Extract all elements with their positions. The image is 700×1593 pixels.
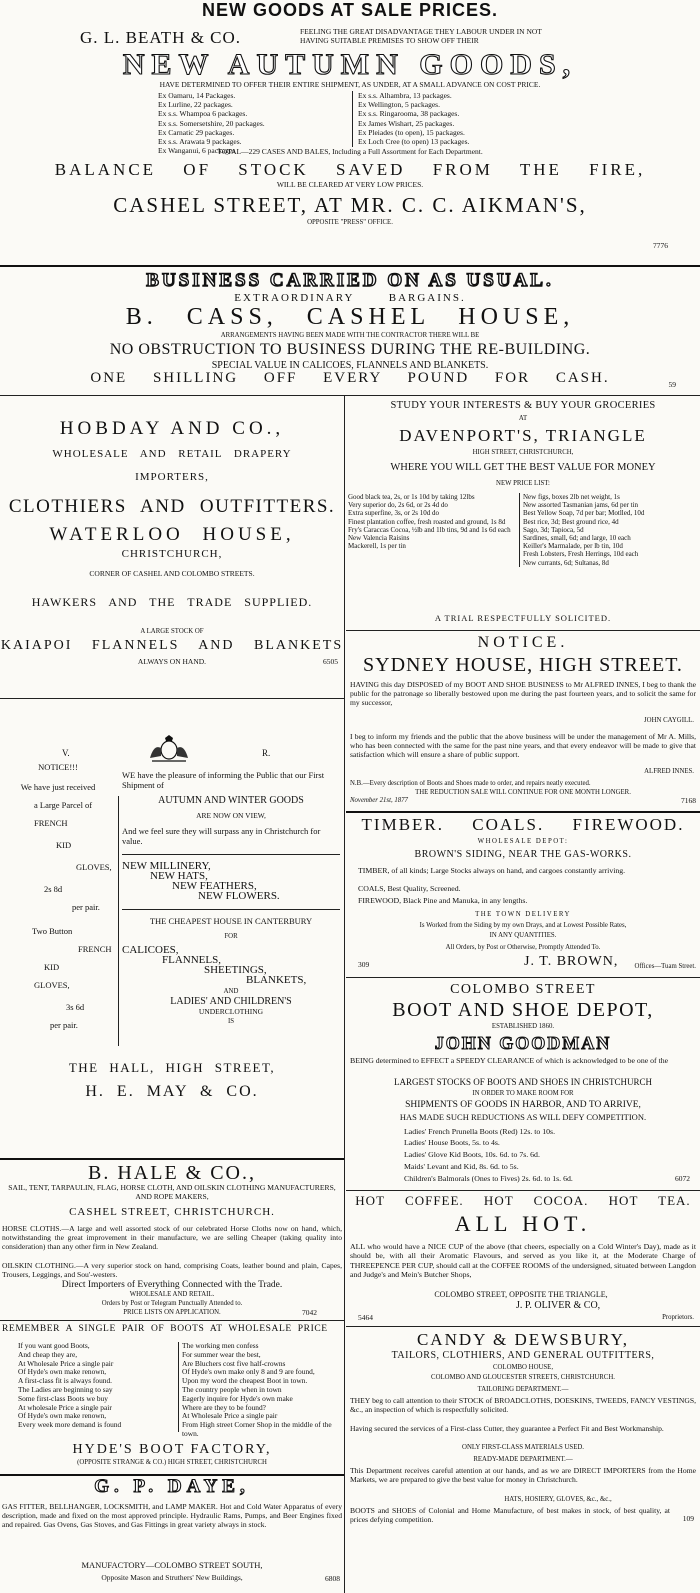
- beath-headline: NEW GOODS AT SALE PRICES.: [201, 0, 499, 20]
- goodman-items-continued: [346, 1137, 700, 1189]
- may-feathers: NEW FEATHERS,: [172, 880, 257, 892]
- hale-sub: SAIL, TENT, TARPAULIN, FLAG, HORSE CLOTH, AND OILSKIN CLOTHING MANUFACTURERS, AND ROPE MAKERS,: [8, 1183, 336, 1201]
- goodman-title: BOOT AND SHOE DEPOT,: [392, 999, 654, 1021]
- beath-cleared: WILL BE CLEARED AT VERY LOW PRICES.: [276, 180, 424, 189]
- candy-p1: THEY beg to call attention to their STOCK of BROADCLOTHS, DOESKINS, TWEEDS, FANCY VESTINGS, &c., an inspection of which is respectfully solicited.: [350, 1396, 696, 1414]
- oliver-head: HOT COFFEE. HOT COCOA. HOT TEA.: [355, 1193, 691, 1208]
- hale-p2: OILSKIN CLOTHING.—A very superior stock on hand, comprising Coats, leather bound and plain, Capes, Trousers, Leggings, and Sou'-westers.: [2, 1261, 342, 1279]
- sidebar-line: a Large Parcel of: [34, 800, 93, 810]
- candy-address: COLOMBO AND GLOUCESTER STREETS, CHRISTCHURCH.: [431, 1374, 615, 1381]
- beath-list-divider: [352, 91, 353, 147]
- verse-line: At wholesale Price a single pair: [18, 1402, 112, 1412]
- may-is: IS: [227, 1018, 235, 1025]
- davenport-where: WHERE YOU WILL GET THE BEST VALUE FOR MONEY: [390, 462, 656, 473]
- candy-ready: READY-MADE DEPARTMENT.—: [473, 1456, 573, 1463]
- candy-title: CANDY & DEWSBURY,: [416, 1330, 630, 1349]
- candy-p2: Having secured the services of a First-class Cutter, they guarantee a Perfect Fit and Best Workmanship.: [350, 1424, 664, 1433]
- davenport-address: HIGH STREET, CHRISTCHURCH,: [472, 449, 574, 456]
- price-item: Keiller's Marmalade, per lb tin, 10d: [523, 542, 623, 551]
- divider: [0, 698, 344, 699]
- oliver-number: 5464: [358, 1313, 373, 1322]
- price-item: New figs, boxes 2lb net weight, 1s: [523, 493, 620, 501]
- may-ladies: LADIES' AND CHILDREN'S: [170, 996, 292, 1007]
- hale-advert: [0, 1160, 344, 1310]
- hale-price: PRICE LISTS ON APPLICATION.: [123, 1309, 221, 1316]
- may-intro: WE have the pleasure of informing the Public that our First Shipment of: [122, 770, 325, 790]
- may-underclothing: UNDERCLOTHING: [198, 1007, 264, 1016]
- hobday-title: HOBDAY AND CO.,: [59, 418, 285, 439]
- beath-title: NEW AUTUMN GOODS,: [122, 48, 578, 81]
- may-view: ARE NOW ON VIEW,: [196, 811, 266, 820]
- may-flowers: NEW FLOWERS.: [198, 890, 280, 902]
- may-blankets: BLANKETS,: [246, 974, 307, 986]
- oliver-proprietors: Proprietors.: [662, 1314, 694, 1321]
- beath-company: G. L. BEATH & CO.: [80, 28, 242, 47]
- oliver-address: COLOMBO STREET, OPPOSITE THE TRIANGLE,: [434, 1290, 608, 1299]
- sydney-p1: HAVING this day DISPOSED of my BOOT AND SHOE BUSINESS to Mr ALFRED INNES, I beg to thank the public for the patronage so liberally bestowed upon me during the past fourteen years, and to solicit the same for my successor,: [350, 680, 696, 707]
- sydney-nb: N.B.—Every description of Boots and Shoes made to order, and repairs neatly executed.: [350, 780, 591, 787]
- cass-arrangements: ARRANGEMENTS HAVING BEEN MADE WITH THE CONTRACTOR THERE WILL BE: [220, 332, 480, 339]
- verse-line: Where are they to be found?: [182, 1402, 266, 1412]
- sydney-notice: NOTICE.: [477, 634, 569, 651]
- may-notice: NOTICE!!!: [38, 762, 78, 772]
- may-sheetings: SHEETINGS,: [204, 964, 267, 976]
- goodman-items-list: [404, 1137, 694, 1185]
- cass-number: 59: [668, 380, 676, 389]
- list-item: Ex s.s. Arawata 9 packages.: [158, 137, 242, 147]
- beath-street: CASHEL STREET, AT MR. C. C. AIKMAN'S,: [113, 193, 587, 217]
- sidebar-line: FRENCH: [34, 818, 68, 828]
- list-item: Ex s.s. Whampoa 6 packages.: [158, 109, 248, 119]
- brown-town: THE TOWN DELIVERY: [475, 911, 571, 918]
- hyde-divider: [178, 1342, 179, 1432]
- hale-title: B. HALE & CO.,: [88, 1162, 256, 1184]
- divider: [346, 977, 700, 978]
- may-cheapest: THE CHEAPEST HOUSE IN CANTERBURY: [149, 916, 313, 926]
- sydney-title: SYDNEY HOUSE, HIGH STREET.: [363, 654, 683, 676]
- divider: [0, 265, 700, 267]
- daye-number: 6808: [325, 1574, 340, 1583]
- sidebar-line: FRENCH: [78, 944, 112, 954]
- may-hall: THE HALL, HIGH STREET,: [68, 1060, 276, 1075]
- hale-street: CASHEL STREET, CHRISTCHURCH.: [69, 1206, 275, 1218]
- divider: [346, 1190, 700, 1191]
- sidebar-line: per pair.: [72, 902, 100, 912]
- price-item: Maids' Levant and Kid, 8s. 6d. to 5s.: [404, 1162, 519, 1171]
- verse-line: Eagerly inquire for Hyde's own make: [182, 1393, 293, 1403]
- may-and-2: AND: [223, 988, 239, 995]
- sidebar-line: 2s 8d: [44, 884, 63, 894]
- divider: [346, 630, 700, 631]
- may-autumn: AUTUMN AND WINTER GOODS: [158, 795, 304, 806]
- brown-timber: TIMBER, of all kinds; Large Stocks always on hand, and cargoes constantly arriving.: [358, 866, 626, 875]
- hobday-line-5: CHRISTCHURCH,: [121, 548, 223, 560]
- oliver-name: J. P. OLIVER & CO,: [516, 1300, 601, 1311]
- price-item: New Valencia Raisins: [348, 534, 410, 543]
- may-advert: [0, 700, 344, 1158]
- brown-coals: COALS, Best Quality, Screened.: [358, 884, 461, 893]
- sidebar-line: per pair.: [50, 1020, 78, 1030]
- sidebar-line: We have just received: [20, 782, 96, 792]
- cass-special: SPECIAL VALUE IN CALICOES, FLANNELS AND BLANKETS.: [211, 360, 489, 371]
- hobday-line-9: KAIAPOI FLANNELS AND BLANKETS: [0, 638, 344, 653]
- candy-hats: HATS, HOSIERY, GLOVES, &c., &c.,: [504, 1496, 612, 1503]
- hyde-left: [18, 1342, 176, 1430]
- davenport-advert: [346, 398, 700, 630]
- verse-line: And cheap they are,: [18, 1349, 78, 1359]
- hobday-number: 6505: [323, 657, 338, 666]
- beath-note-2: HAVING SUITABLE PREMISES TO SHOW OFF THEIR: [300, 36, 479, 45]
- sidebar-line: 3s 6d: [66, 1002, 85, 1012]
- verse-line: If you want good Boots,: [18, 1341, 90, 1350]
- sidebar-line: KID: [44, 962, 60, 972]
- cass-shilling: ONE SHILLING OFF EVERY POUND FOR CASH.: [90, 370, 610, 386]
- brown-quantities: IN ANY QUANTITIES.: [489, 932, 557, 939]
- hale-wholesale: WHOLESALE AND RETAIL.: [129, 1291, 215, 1298]
- divider: [122, 909, 340, 910]
- may-firm: H. E. MAY & CO.: [85, 1083, 259, 1100]
- hale-p1: HORSE CLOTHS.—A large and well assorted stock of our celebrated Horse Cloths now on hand, which, notwithstanding the great improvement in their manufacture, we are selling Cheaper (taking quality into consideration) than any other firm in New Zealand.: [2, 1224, 342, 1251]
- davenport-list: NEW PRICE LIST:: [496, 480, 550, 487]
- candy-only: ONLY FIRST-CLASS MATERIALS USED.: [462, 1444, 584, 1451]
- goodman-name: JOHN GOODMAN: [434, 1033, 612, 1053]
- hobday-line-10: ALWAYS ON HAND.: [137, 657, 207, 666]
- price-item: Fresh Lobsters, Fresh Herrings, 10d each: [523, 550, 639, 559]
- price-item: Best rice, 3d; Best ground rice, 4d: [523, 517, 619, 526]
- davenport-title: DAVENPORT'S, TRIANGLE: [399, 426, 647, 445]
- beath-intro: HAVE DETERMINED TO OFFER THEIR ENTIRE SHIPMENT, AS UNDER, AT A SMALL ADVANCE ON COST PRICE.: [159, 80, 541, 89]
- goodman-has: HAS MADE SUCH REDUCTIONS AS WILL DEFY COMPETITION.: [399, 1112, 647, 1122]
- may-millinery: NEW MILLINERY,: [122, 860, 211, 872]
- hale-number: 7042: [302, 1308, 317, 1317]
- daye-advert: [0, 1476, 344, 1593]
- cass-no-obstruction: NO OBSTRUCTION TO BUSINESS DURING THE RE-BUILDING.: [109, 341, 591, 358]
- goodman-order: IN ORDER TO MAKE ROOM FOR: [472, 1090, 574, 1097]
- cass-title: B. CASS, CASHEL HOUSE,: [125, 304, 575, 330]
- list-item: Ex Loch Cree (to open) 13 packages.: [358, 137, 470, 147]
- divider: [0, 395, 700, 396]
- oliver-title: ALL HOT.: [454, 1211, 592, 1236]
- hale-orders: Orders by Post or Telegram Punctually Attended to.: [101, 1300, 243, 1307]
- verse-line: Of Hyde's own make renown,: [18, 1367, 107, 1377]
- goodman-number: 6072: [675, 1174, 690, 1183]
- price-item: Very superior do, 2s 6d, or 2s 4d do: [348, 501, 448, 510]
- brown-offices: Offices—Tuam Street.: [634, 963, 696, 970]
- list-item: Ex James Wishart, 25 packages.: [358, 118, 455, 128]
- sidebar-line: GLOVES,: [34, 980, 70, 990]
- hyde-title: HYDE'S BOOT FACTORY,: [72, 1442, 272, 1457]
- goodman-ship: SHIPMENTS OF GOODS IN HARBOR, AND TO ARRIVE,: [405, 1100, 641, 1110]
- cass-extraordinary: EXTRAORDINARY BARGAINS.: [234, 292, 466, 304]
- sydney-number: 7168: [681, 796, 696, 805]
- cass-banner: BUSINESS CARRIED ON AS USUAL.: [146, 270, 554, 291]
- price-item: Finest plantation coffee, fresh roasted and ground, 1s 8d: [348, 517, 506, 526]
- brown-number: 309: [358, 960, 370, 969]
- candy-p3: This Department receives careful attention at our hands, and as we are DIRECT IMPORTERS from the Home Markets, we are prepared to give the best value for money in Christchurch.: [350, 1466, 696, 1484]
- davenport-left-list: [348, 493, 518, 550]
- verse-line: The Ladies are beginning to say: [18, 1384, 113, 1394]
- price-item: Good black tea, 2s, or 1s 10d by taking 12lbs: [348, 493, 475, 501]
- verse-line: At Wholesale Price a single pair: [182, 1411, 278, 1421]
- sydney-reduction: THE REDUCTION SALE WILL CONTINUE FOR ONE MONTH LONGER.: [415, 789, 631, 796]
- brown-siding: BROWN'S SIDING, NEAR THE GAS-WORKS.: [414, 849, 632, 860]
- beath-advert: [0, 0, 700, 262]
- may-r: R.: [262, 748, 271, 758]
- daye-manufactory: MANUFACTORY—COLOMBO STREET SOUTH,: [81, 1560, 263, 1570]
- list-item: Ex Oamaru, 14 Packages.: [158, 91, 236, 100]
- beath-total: TOTAL—229 CASES AND BALES, Including a Full Assortment for Each Department.: [217, 147, 483, 156]
- price-item: Sardines, small, 6d; and large, 10 each: [523, 534, 631, 543]
- sidebar-line: KID: [56, 840, 72, 850]
- may-sidebar-divider: [118, 796, 119, 1046]
- sydney-sig-1: JOHN CAYGILL.: [644, 717, 694, 724]
- brown-orders: All Orders, by Post or Otherwise, Promptly Attended To.: [445, 944, 601, 951]
- hobday-line-8: A LARGE STOCK OF: [140, 628, 204, 635]
- may-for: FOR: [224, 933, 238, 940]
- may-hats: NEW HATS,: [150, 870, 208, 882]
- price-item: Extra superfine, 3s, or 2s 10d do: [348, 509, 439, 518]
- price-item: Ladies' House Boots, 5s. to 4s.: [404, 1138, 500, 1147]
- verse-line: Are Bluchers cost five half-crowns: [182, 1358, 286, 1368]
- verse-line: For summer wear the best,: [182, 1349, 261, 1359]
- candy-advert: [346, 1328, 700, 1593]
- royal-crest-icon: [146, 734, 192, 764]
- daye-opposite: Opposite Mason and Struthers' New Buildings,: [101, 1573, 243, 1582]
- brown-name: J. T. BROWN,: [524, 954, 619, 969]
- cass-advert: [0, 268, 700, 394]
- hobday-line-4: WATERLOO HOUSE,: [49, 524, 295, 545]
- divider: [346, 1326, 700, 1327]
- davenport-right-list: [523, 493, 698, 567]
- price-item: Best Yellow Soap, 7d per bar; Motlled, 10d: [523, 509, 645, 518]
- sydney-date: November 21st, 1877: [350, 797, 408, 804]
- hyde-advert: [0, 1322, 344, 1472]
- may-sidebar: [0, 762, 116, 1030]
- candy-tailoring: TAILORING DEPARTMENT.—: [477, 1386, 569, 1393]
- sydney-footer: [346, 780, 700, 810]
- beath-opposite: OPPOSITE "PRESS" OFFICE.: [307, 219, 393, 226]
- brown-worked: Is Worked from the Siding by my own Drays, and at Lowest Possible Rates,: [419, 922, 627, 929]
- goodman-est: ESTABLISHED 1860.: [491, 1023, 555, 1030]
- sidebar-line: Two Button: [32, 926, 73, 936]
- may-flannels: FLANNELS,: [162, 954, 221, 966]
- goodman-head: COLOMBO STREET: [450, 982, 596, 997]
- verse-line: A first-class fit is always found.: [18, 1376, 113, 1386]
- list-item: Ex Pleiades (to open), 15 packages.: [358, 127, 465, 137]
- sydney-p2: I beg to inform my friends and the public that the above business will be under the management of Mr A. Mills, who has been connected with the same for the past nine years, and that every endeavor will be made to give that satisfaction which will ensure a share of public support.: [350, 732, 696, 759]
- hobday-line-1: WHOLESALE AND RETAIL DRAPERY: [52, 448, 292, 460]
- goodman-p1: BEING determined to EFFECT a SPEEDY CLEARANCE of which is acknowledged to be one of the: [350, 1056, 669, 1065]
- daye-p1: GAS FITTER, BELLHANGER, LOCKSMITH, and LAMP MAKER. Hot and Cold Water Apparatus of every description, made and fixed on the most approved principle. Hydraulic Rams, Pumps, and Beer Engines fixed and repaired. Gas Ovens, Gas Stoves, and Gas Fittings in great variety always in stock.: [2, 1502, 342, 1529]
- price-item: Fry's Caraccas Cocoa, ½lb and 1lb tins, 9d and 1s 6d each: [348, 525, 511, 534]
- davenport-divider: [519, 493, 520, 567]
- hobday-line-6: CORNER OF CASHEL AND COLOMBO STREETS.: [89, 569, 255, 578]
- oliver-advert: [346, 1192, 700, 1326]
- verse-line: Every week more demand is found: [18, 1420, 122, 1430]
- candy-p4: BOOTS and SHOES of Colonial and Home Manufacture, of best makes in stock, of best quality, at prices defying competition.: [350, 1506, 670, 1524]
- sidebar-line: GLOVES,: [76, 862, 112, 872]
- price-item: Sago, 3d; Tapioca, 5d: [523, 525, 584, 534]
- candy-sub: TAILORS, CLOTHIERS, AND GENERAL OUTFITTERS,: [391, 1350, 655, 1361]
- hyde-address: (OPPOSITE STRANGE & CO.) HIGH STREET, CHRISTCHURCH: [77, 1459, 267, 1466]
- hobday-line-7: HAWKERS AND THE TRADE SUPPLIED.: [31, 595, 313, 609]
- verse-line: Upon my word the cheapest Boot in town.: [182, 1376, 308, 1386]
- list-item: Ex Wellington, 5 packages.: [358, 100, 440, 110]
- verse-line: From High street Corner Shop in the middle of the town.: [182, 1420, 332, 1438]
- list-item: Ex s.s. Somersetshire, 20 packages.: [158, 118, 265, 128]
- brown-title: TIMBER. COALS. FIREWOOD.: [361, 815, 685, 834]
- hobday-line-2: IMPORTERS,: [135, 471, 209, 483]
- beath-left-list: [158, 91, 348, 155]
- sydney-advert: [346, 632, 700, 782]
- price-item: Children's Balmorals (Ones to Fives) 2s. 6d. to 1s. 6d.: [404, 1174, 573, 1183]
- may-v: V.: [62, 748, 70, 758]
- candy-number: 109: [682, 1514, 694, 1523]
- davenport-trial: A TRIAL RESPECTFULLY SOLICITED.: [434, 613, 612, 623]
- verse-line: Of Hyde's own make renown,: [18, 1411, 107, 1421]
- list-item: Ex Lurline, 22 packages.: [158, 100, 233, 110]
- oliver-p1: ALL who would have a NICE CUP of the above (that cheers, especially on a Cold Winter's Day), made as it should be, with all their Aromatic Flavours, and served as you like it, at the Moderate Charge of THREEPENCE PER CUP, should call at the COFFEE ROOMS of the undersigned, situated between Langdon and Judge's and Mein's Butcher Shops,: [350, 1242, 696, 1280]
- goodman-advert: [346, 979, 700, 1145]
- divider: [0, 1320, 344, 1321]
- brown-advert: [346, 813, 700, 977]
- verse-line: At Wholesale Price a single pair: [18, 1358, 114, 1368]
- column-divider: [344, 396, 345, 1593]
- price-item: Ladies' Glove Kid Boots, 10s. 6d. to 7s. 6d.: [404, 1150, 540, 1159]
- list-item: Ex Carnatic 29 packages.: [158, 127, 235, 137]
- beath-note-1: FEELING THE GREAT DISADVANTAGE THEY LABOUR UNDER IN NOT: [300, 27, 542, 36]
- price-item: Ladies' French Prunella Boots (Red) 12s. to 10s.: [404, 1127, 556, 1136]
- verse-line: Some first-class Boots we buy: [18, 1393, 108, 1403]
- verse-line: The working men confess: [182, 1341, 259, 1350]
- candy-house: COLOMBO HOUSE,: [492, 1364, 554, 1371]
- list-item: Ex s.s. Alhambra, 13 packages.: [358, 91, 452, 100]
- sydney-sig-2: ALFRED INNES.: [644, 768, 694, 775]
- davenport-at: AT: [518, 415, 528, 422]
- davenport-head: STUDY YOUR INTERESTS & BUY YOUR GROCERIES: [390, 400, 656, 411]
- hyde-right: [182, 1342, 342, 1439]
- beath-balance: BALANCE OF STOCK SAVED FROM THE FIRE,: [54, 160, 646, 179]
- daye-title: G. P. DAYE,: [94, 1476, 250, 1497]
- divider: [122, 854, 340, 855]
- beath-number: 7776: [653, 241, 668, 250]
- hobday-advert: [0, 400, 344, 700]
- may-main: [122, 770, 340, 1027]
- hobday-line-3: CLOTHIERS AND OUTFITTERS.: [8, 496, 336, 517]
- verse-line: Of Hyde's own make only 8 and 9 are found,: [182, 1367, 315, 1377]
- may-calicoes: CALICOES,: [122, 944, 179, 956]
- goodman-largest: LARGEST STOCKS OF BOOTS AND SHOES IN CHRISTCHURCH: [394, 1077, 652, 1087]
- hyde-head: REMEMBER A SINGLE PAIR OF BOOTS AT WHOLESALE PRICE: [2, 1324, 328, 1334]
- brown-firewood: FIREWOOD, Black Pine and Manuka, in any lengths.: [358, 896, 528, 905]
- hale-direct: Direct Importers of Everything Connected with the Trade.: [61, 1280, 283, 1290]
- may-and: And we feel sure they will surpass any in Christchurch for value.: [122, 826, 321, 846]
- list-item: Ex Wanganui, 6 packages: [158, 146, 236, 156]
- verse-line: The country people when in town: [182, 1384, 282, 1394]
- price-item: Mackerell, 1s per tin: [348, 542, 406, 551]
- beath-right-list: [358, 91, 558, 146]
- price-item: New currants, 6d; Sultanas, 8d: [523, 558, 609, 567]
- brown-depot: WHOLESALE DEPOT:: [477, 838, 569, 845]
- list-item: Ex s.s. Ringarooma, 38 packages.: [358, 109, 460, 119]
- price-item: New assorted Tasmanian jams, 6d per tin: [523, 501, 639, 510]
